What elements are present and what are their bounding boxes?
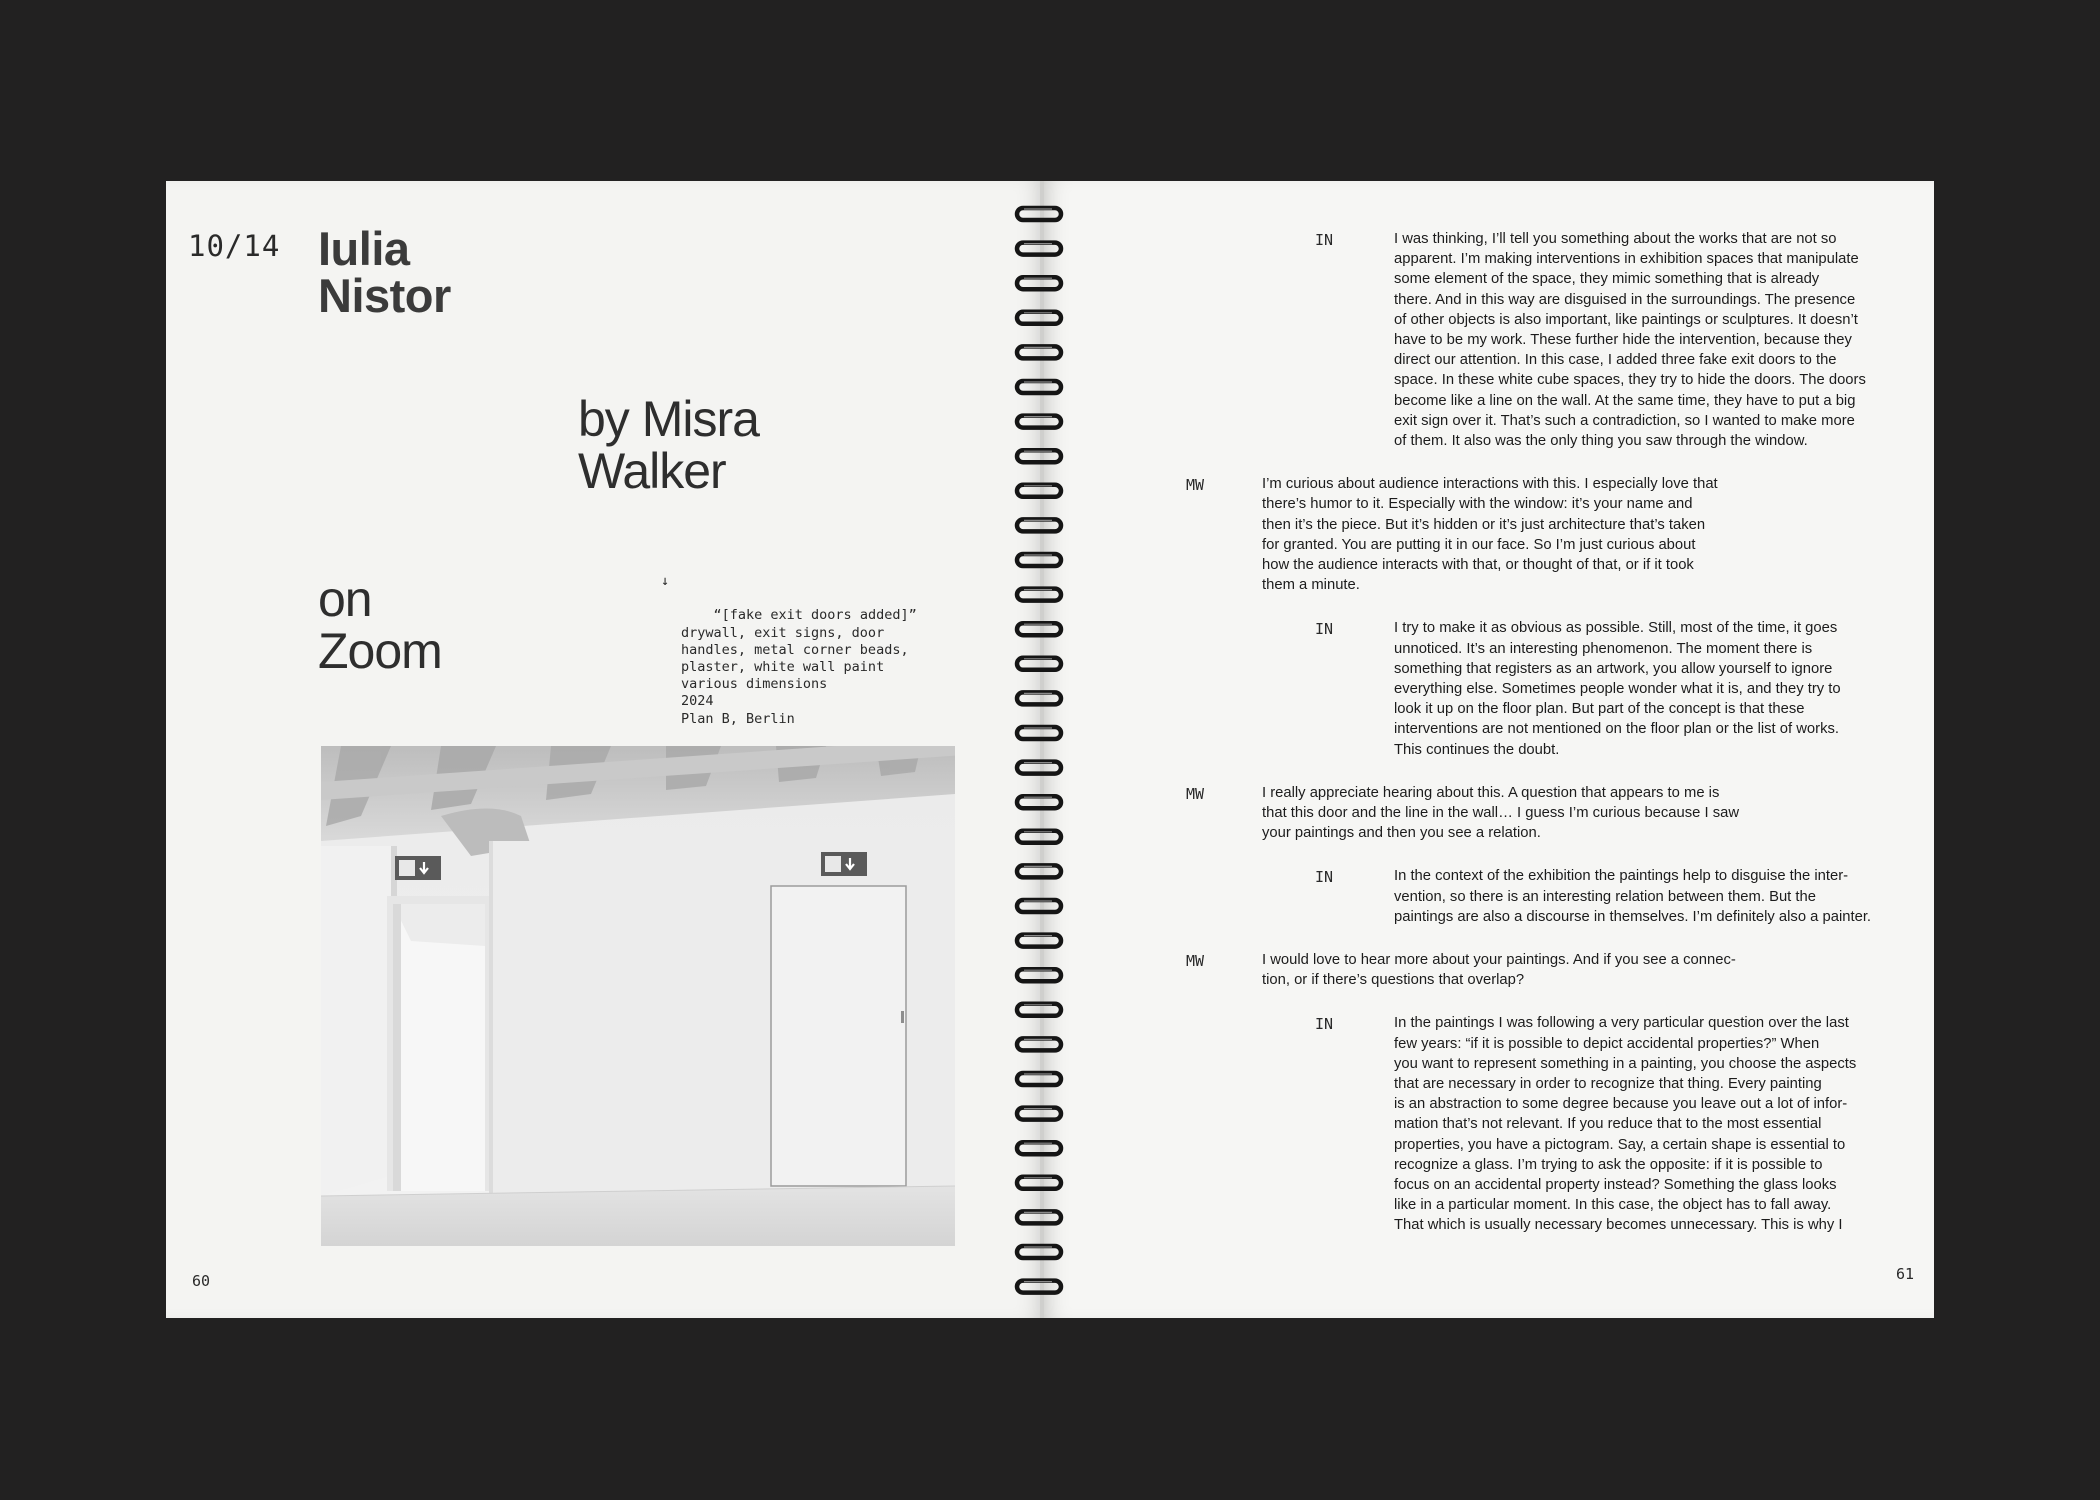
- text-line: exit sign over it. That’s such a contradiction, so I wanted to make more: [1394, 412, 1855, 429]
- speaker-text: [1262, 474, 1718, 595]
- exit-sign-right-icon: [821, 852, 867, 876]
- spiral-coil: [1017, 1038, 1061, 1050]
- spiral-coil: [1017, 1246, 1061, 1258]
- text-line: properties, you have a pictogram. Say, a certain shape is essential to: [1394, 1136, 1846, 1153]
- spiral-coil: [1017, 277, 1061, 289]
- spiral-coil: [1017, 900, 1061, 912]
- spiral-coil: [1017, 831, 1061, 843]
- byline-line-1: by Misra: [578, 391, 759, 447]
- text-line: there’s humor to it. Especially with the window: it’s your name and: [1262, 496, 1693, 513]
- text-line: that this door and the line in the wall… I guess I’m curious because I saw: [1262, 805, 1740, 821]
- right-page: [1044, 181, 1934, 1318]
- spiral-coil: [1017, 692, 1061, 704]
- spiral-coil: [1017, 935, 1061, 947]
- left-page: [166, 181, 1044, 1318]
- spiral-coil: [1017, 243, 1061, 255]
- spiral-coil: [1017, 416, 1061, 428]
- speaker-text: [1394, 866, 1871, 927]
- spiral-coil: [1017, 589, 1061, 601]
- text-line: how the audience interacts with that, or thought of that, or if it took: [1262, 557, 1694, 573]
- spiral-coil: [1017, 623, 1061, 635]
- spiral-coil: [1017, 796, 1061, 808]
- speaker-label: IN: [1315, 1015, 1334, 1034]
- text-line: In the paintings I was following a very particular question over the last: [1394, 1015, 1849, 1032]
- text-line: focus on an accidental property instead? Something the glass looks: [1394, 1177, 1837, 1194]
- text-line: is an abstraction to some degree because you leave out a lot of infor-: [1394, 1096, 1848, 1113]
- speaker-text: [1262, 783, 1739, 844]
- byline: [578, 393, 759, 497]
- speaker-label: IN: [1315, 231, 1334, 249]
- text-line: for granted. You are putting it in our face. So I’m just curious about: [1262, 536, 1696, 553]
- text-line: there. And in this way are disguised in the surroundings. The presence: [1394, 291, 1856, 308]
- spiral-coil: [1017, 1004, 1061, 1016]
- artist-last-name: Nistor: [318, 269, 451, 322]
- spiral-coil: [1017, 208, 1061, 220]
- text-line: vention, so there is an interesting relation between them. But the: [1394, 888, 1816, 905]
- spiral-coil: [1017, 312, 1061, 324]
- spiral-coil: [1017, 762, 1061, 774]
- text-line: everything else. Sometimes people wonder what it is, and they try to: [1394, 681, 1841, 697]
- text-line: I would love to hear more about your paintings. And if you see a connec-: [1262, 952, 1736, 968]
- on-zoom-heading: [318, 573, 442, 677]
- text-line: become like a line on the wall. At the same time, they have to put a big: [1394, 392, 1856, 409]
- spiral-coil: [1017, 450, 1061, 462]
- text-line: have to be my work. These further hide the intervention, because they: [1394, 332, 1852, 349]
- text-line: few years: “if it is possible to depict accidental properties?” When: [1394, 1035, 1820, 1052]
- text-line: interventions are not mentioned on the floor plan or the list of works.: [1394, 721, 1839, 738]
- artist-name: [318, 222, 451, 322]
- artwork-caption: [661, 573, 917, 745]
- text-line: In the context of the exhibition the paintings help to disguise the inter-: [1394, 868, 1849, 885]
- speaker-text: [1394, 618, 1841, 759]
- text-line: like in a particular moment. In this case, the object has to fall away.: [1394, 1197, 1832, 1214]
- text-line: I really appreciate hearing about this. A question that appears to me is: [1262, 784, 1720, 801]
- text-line: paintings are also a discourse in themselves. I’m definitely also a painter.: [1394, 908, 1872, 925]
- text-line: direct our attention. In this case, I added three fake exit doors to the: [1394, 352, 1837, 369]
- spiral-coil: [1017, 519, 1061, 531]
- text-line: then it’s the piece. But it’s hidden or it’s just architecture that’s taken: [1262, 516, 1706, 533]
- text-line: them a minute.: [1262, 577, 1360, 594]
- byline-line-2: Walker: [578, 443, 726, 499]
- on-zoom-line-2: Zoom: [318, 623, 442, 679]
- text-line: I try to make it as obvious as possible. Still, most of the time, it goes: [1394, 620, 1838, 637]
- text-line: your paintings and then you see a relation.: [1262, 825, 1541, 842]
- speaker-text: [1394, 229, 1866, 451]
- page-number-left: 60: [192, 1272, 211, 1290]
- spiral-coil: [1017, 727, 1061, 739]
- spiral-coil: [1017, 969, 1061, 981]
- on-zoom-line-1: on: [318, 571, 372, 627]
- text-line: unnoticed. It’s an interesting phenomenon. The moment there is: [1394, 640, 1813, 657]
- text-line: This continues the doubt.: [1394, 741, 1560, 758]
- text-line: of them. It also was the only thing you saw through the window.: [1394, 433, 1808, 450]
- text-line: of other objects is also important, like paintings or sculptures. It doesn’t: [1394, 311, 1858, 328]
- text-line: space. In these white cube spaces, they try to hide the doors. The doors: [1394, 372, 1866, 389]
- text-line: you want to represent something in a painting, you choose the aspects: [1394, 1055, 1857, 1072]
- spiral-coil: [1017, 658, 1061, 670]
- artist-first-name: Iulia: [318, 222, 410, 275]
- caption-text: “[fake exit doors added]” drywall, exit signs, door handles, metal corner beads, plaster, white wall paint various dimensions 2024 Plan B, Berlin: [681, 607, 917, 727]
- spiral-coil: [1017, 1211, 1061, 1223]
- spiral-coil: [1017, 865, 1061, 877]
- chapter-number: 10/14: [188, 229, 281, 263]
- text-line: something that registers as an artwork, you allow yourself to ignore: [1394, 660, 1833, 677]
- speaker-label: IN: [1315, 868, 1334, 887]
- page-number-right: 61: [1895, 1265, 1914, 1283]
- spiral-coil: [1017, 381, 1061, 393]
- text-line: tion, or if there’s questions that overlap?: [1262, 972, 1525, 989]
- spiral-coil: [1017, 346, 1061, 358]
- spiral-coil: [1017, 1281, 1061, 1293]
- text-line: That which is usually necessary becomes unnecessary. This is why I: [1394, 1217, 1843, 1234]
- spiral-coil: [1017, 554, 1061, 566]
- arrow-down-icon: ↓: [661, 573, 670, 589]
- spiral-binding: [1012, 200, 1072, 1300]
- spiral-coil: [1017, 1073, 1061, 1085]
- text-line: I’m curious about audience interactions with this. I especially love that: [1262, 476, 1718, 493]
- speaker-label: MW: [1186, 952, 1205, 970]
- speaker-text: [1394, 1013, 1856, 1235]
- speaker-label: MW: [1186, 784, 1205, 803]
- spiral-coil: [1017, 485, 1061, 497]
- speaker-label: IN: [1315, 620, 1334, 639]
- speaker-text: [1262, 950, 1736, 990]
- spiral-coil: [1017, 1142, 1061, 1154]
- speaker-label: MW: [1186, 476, 1205, 495]
- text-line: apparent. I’m making interventions in exhibition spaces that manipulate: [1394, 251, 1859, 268]
- text-line: recognize a glass. I’m trying to ask the opposite: if it is possible to: [1394, 1156, 1823, 1173]
- text-line: that are necessary in order to recognize that thing. Every painting: [1394, 1076, 1822, 1092]
- text-line: mation that’s not relevant. If you reduce that to the most essential: [1394, 1116, 1822, 1133]
- installation-photo: [321, 746, 955, 1246]
- spiral-coil: [1017, 1108, 1061, 1120]
- exit-sign-left-icon: [395, 856, 441, 880]
- spiral-coil: [1017, 1177, 1061, 1189]
- text-line: some element of the space, they mimic something that is already: [1394, 271, 1820, 288]
- text-line: look it up on the floor plan. But part of the concept is that these: [1394, 701, 1805, 718]
- text-line: I was thinking, I’ll tell you something about the works that are not so: [1394, 231, 1837, 247]
